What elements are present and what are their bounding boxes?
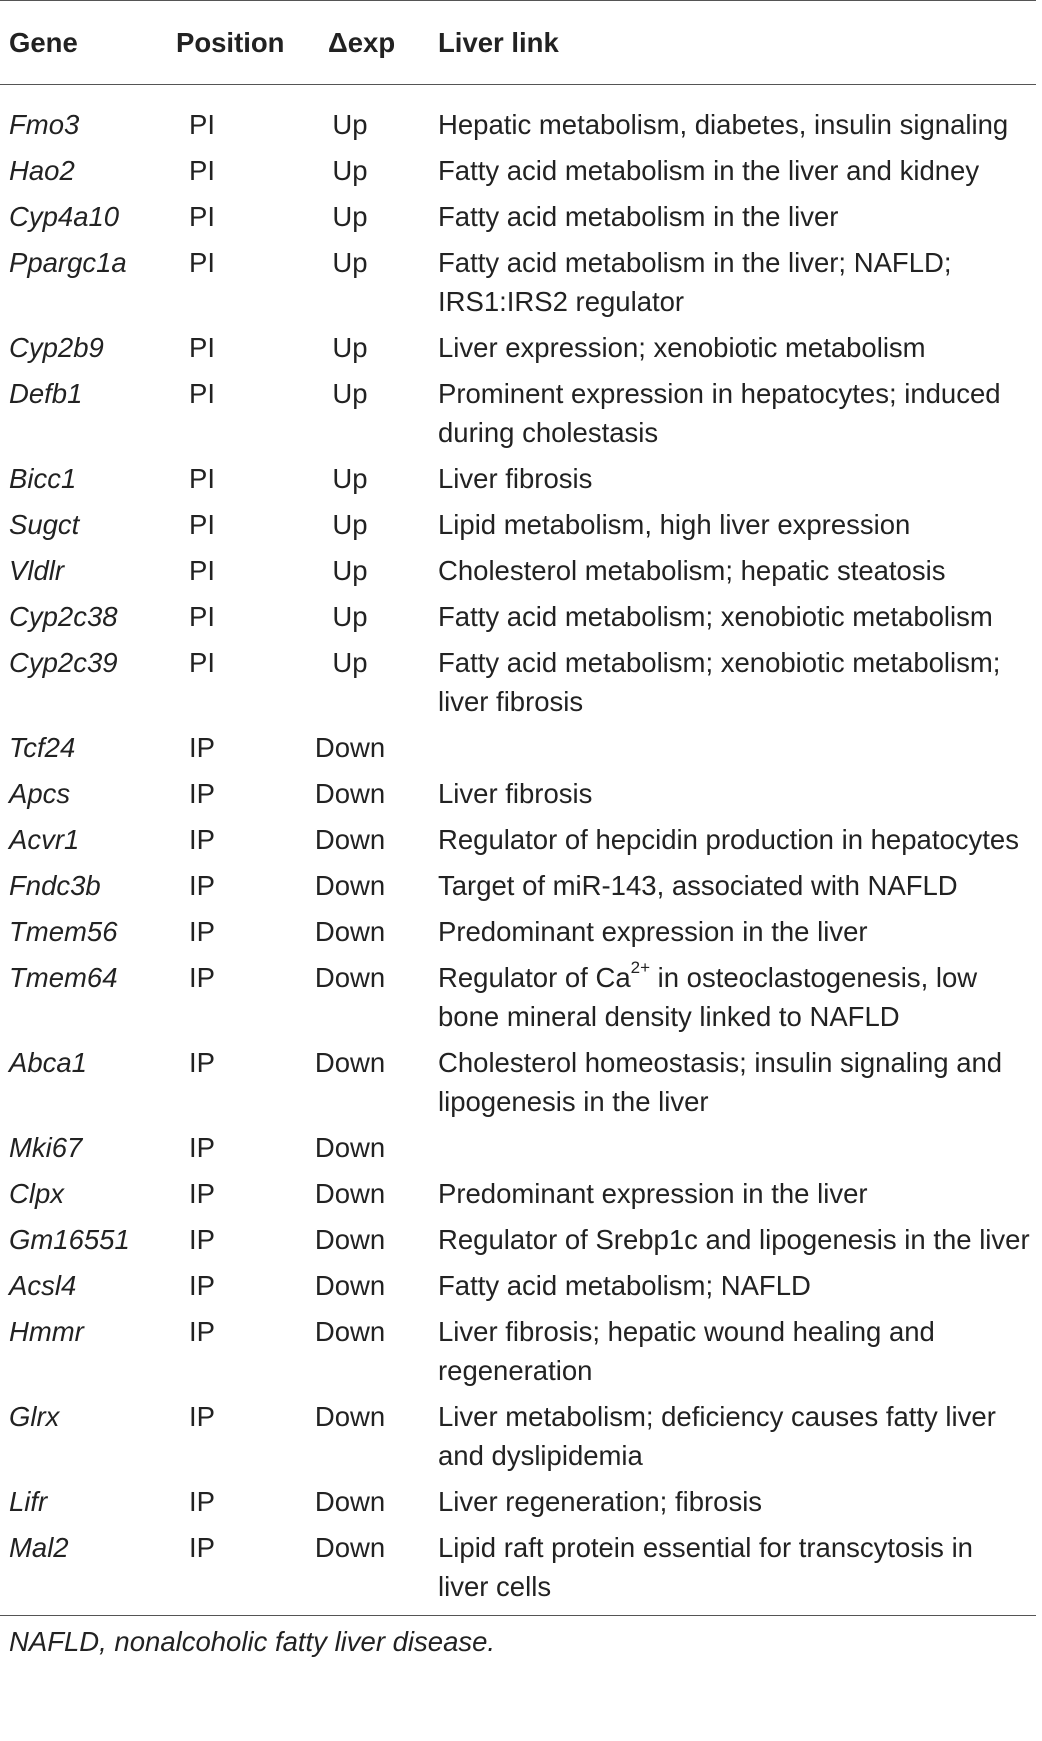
gene-cell: Tmem56 [9,916,118,947]
position-cell: PI [189,601,215,632]
table-row [0,371,1036,456]
gene-cell: Lifr [9,1486,48,1517]
liver-link-cell: Hepatic metabolism, diabetes, insulin signaling [438,109,1009,140]
liver-link-cell: Fatty acid metabolism in the liver; NAFLD; IRS1:IRS2 regulator [438,247,952,317]
liver-link-cell: Lipid raft protein essential for transcytosis in liver cells [438,1532,973,1602]
table-row [0,863,1036,909]
table-row [0,194,1036,240]
gene-cell: Cyp2c38 [9,601,118,632]
footnote-row [0,1616,1036,1661]
gene-cell: Hmmr [9,1316,84,1347]
table-row [0,1525,1036,1616]
liver-link-cell: Fatty acid metabolism in the liver and kidney [438,155,980,186]
table-row [0,1263,1036,1309]
position-cell: PI [189,109,215,140]
position-cell: IP [189,1532,215,1563]
table-row [0,1217,1036,1263]
liver-link-cell: Fatty acid metabolism; NAFLD [438,1270,811,1301]
expression-cell: Down [314,1316,386,1347]
position-cell: PI [189,378,215,409]
position-cell: IP [189,1132,215,1163]
gene-cell: Sugct [9,509,80,540]
gene-cell: Hao2 [9,155,75,186]
expression-cell: Up [332,201,368,232]
liver-link-cell: Liver metabolism; deficiency causes fatty liver and dyslipidemia [438,1401,996,1471]
expression-cell: Down [314,824,386,855]
expression-cell: Down [314,1401,386,1432]
expression-cell: Up [332,332,368,363]
position-cell: IP [189,778,215,809]
expression-cell: Up [332,378,368,409]
header-row [0,1,1036,85]
expression-cell: Down [314,1132,386,1163]
table-header [0,1,1036,85]
superscript-charge: 2+ [630,958,650,977]
liver-link-cell: Liver expression; xenobiotic metabolism [438,332,926,363]
table-row [0,1125,1036,1171]
expression-cell: Down [314,1047,386,1078]
gene-cell: Acsl4 [9,1270,77,1301]
table-row [0,817,1036,863]
gene-cell: Apcs [9,778,71,809]
position-cell: IP [189,1316,215,1347]
table-row [0,240,1036,325]
expression-cell: Up [332,109,368,140]
liver-link-cell: Cholesterol metabolism; hepatic steatosis [438,555,946,586]
delta-symbol: Δ [328,27,348,58]
position-cell: PI [189,201,215,232]
gene-cell: Tcf24 [9,732,76,763]
position-cell: IP [189,1047,215,1078]
position-cell: PI [189,247,215,278]
position-cell: IP [189,870,215,901]
position-cell: PI [189,463,215,494]
liver-link-cell: Liver fibrosis; hepatic wound healing and regeneration [438,1316,935,1386]
gene-cell: Fmo3 [9,109,80,140]
table-row [0,1394,1036,1479]
expression-cell: Up [332,463,368,494]
gene-cell: Bicc1 [9,463,77,494]
position-cell: PI [189,155,215,186]
gene-cell: Tmem64 [9,962,118,993]
position-cell: IP [189,1486,215,1517]
table-row [0,1309,1036,1394]
liver-link-cell: Prominent expression in hepatocytes; induced during cholestasis [438,378,1001,448]
table-row [0,85,1036,149]
position-cell: PI [189,332,215,363]
position-cell: IP [189,1401,215,1432]
expression-cell: Down [314,870,386,901]
expression-cell: Up [332,555,368,586]
expression-cell: Up [332,647,368,678]
table-row [0,594,1036,640]
expression-cell: Down [314,916,386,947]
liver-link-cell: Liver fibrosis [438,463,593,494]
liver-link-text: in osteoclastogenesis, low bone mineral density linked to NAFLD [438,962,978,1032]
liver-link-text: Regulator of Ca [438,962,631,993]
gene-cell: Abca1 [9,1047,87,1078]
gene-cell: Acvr1 [9,824,80,855]
liver-link-cell: Fatty acid metabolism; xenobiotic metabolism [438,601,993,632]
header-delta-exp [298,1,438,85]
gene-cell: Vldlr [9,555,65,586]
gene-cell: Clpx [9,1178,65,1209]
gene-cell: Mki67 [9,1132,83,1163]
position-cell: PI [189,555,215,586]
gene-cell: Cyp2b9 [9,332,104,363]
table-row [0,725,1036,771]
header-position: Position [176,27,285,58]
liver-link-cell: Lipid metabolism, high liver expression [438,509,911,540]
liver-link-cell: Regulator of Srebp1c and lipogenesis in the liver [438,1224,1030,1255]
header-gene: Gene [9,27,78,58]
table-row [0,1171,1036,1217]
liver-link-cell: Predominant expression in the liver [438,1178,868,1209]
expression-cell: Down [314,778,386,809]
header-liver-link: Liver link [438,27,559,58]
gene-cell: Defb1 [9,378,83,409]
gene-cell: Mal2 [9,1532,69,1563]
gene-cell: Gm16551 [9,1224,130,1255]
table-row [0,548,1036,594]
gene-cell: Fndc3b [9,870,101,901]
expression-cell: Down [314,1532,386,1563]
liver-link-cell [438,725,1036,771]
position-cell: IP [189,732,215,763]
liver-link-cell: Liver regeneration; fibrosis [438,1486,763,1517]
table-row [0,1479,1036,1525]
table-footer [0,1616,1036,1661]
table-row [0,325,1036,371]
expression-cell: Down [314,732,386,763]
table-row [0,148,1036,194]
gene-cell: Cyp4a10 [9,201,120,232]
position-cell: PI [189,509,215,540]
position-cell: IP [189,916,215,947]
expression-cell: Up [332,509,368,540]
liver-link-cell: Predominant expression in the liver [438,916,868,947]
table-row [0,502,1036,548]
expression-cell: Down [314,1270,386,1301]
expression-cell: Up [332,601,368,632]
gene-cell: Cyp2c39 [9,647,118,678]
position-cell: IP [189,1178,215,1209]
position-cell: IP [189,1224,215,1255]
liver-link-cell [438,955,1036,1040]
expression-cell: Up [332,155,368,186]
table-row [0,909,1036,955]
gene-cell: Glrx [9,1401,60,1432]
expression-cell: Down [314,1178,386,1209]
expression-cell: Up [332,247,368,278]
header-exp-label: exp [347,27,396,58]
expression-cell: Down [314,1224,386,1255]
liver-link-cell: Liver fibrosis [438,778,593,809]
liver-link-cell [438,1125,1036,1171]
footnote: NAFLD, nonalcoholic fatty liver disease. [9,1626,496,1657]
table-body [0,85,1036,1616]
liver-link-cell: Regulator of hepcidin production in hepatocytes [438,824,1019,855]
table-row [0,771,1036,817]
table-row [0,955,1036,1040]
position-cell: PI [189,647,215,678]
liver-link-cell: Cholesterol homeostasis; insulin signaling and lipogenesis in the liver [438,1047,1003,1117]
liver-link-cell: Fatty acid metabolism in the liver [438,201,839,232]
position-cell: IP [189,824,215,855]
table-row [0,456,1036,502]
gene-cell: Ppargc1a [9,247,127,278]
table-row [0,1040,1036,1125]
expression-cell: Down [314,1486,386,1517]
expression-cell: Down [314,962,386,993]
table-row [0,640,1036,725]
position-cell: IP [189,1270,215,1301]
liver-link-cell: Fatty acid metabolism; xenobiotic metabolism; liver fibrosis [438,647,1001,717]
position-cell: IP [189,962,215,993]
liver-link-cell: Target of miR-143, associated with NAFLD [438,870,958,901]
